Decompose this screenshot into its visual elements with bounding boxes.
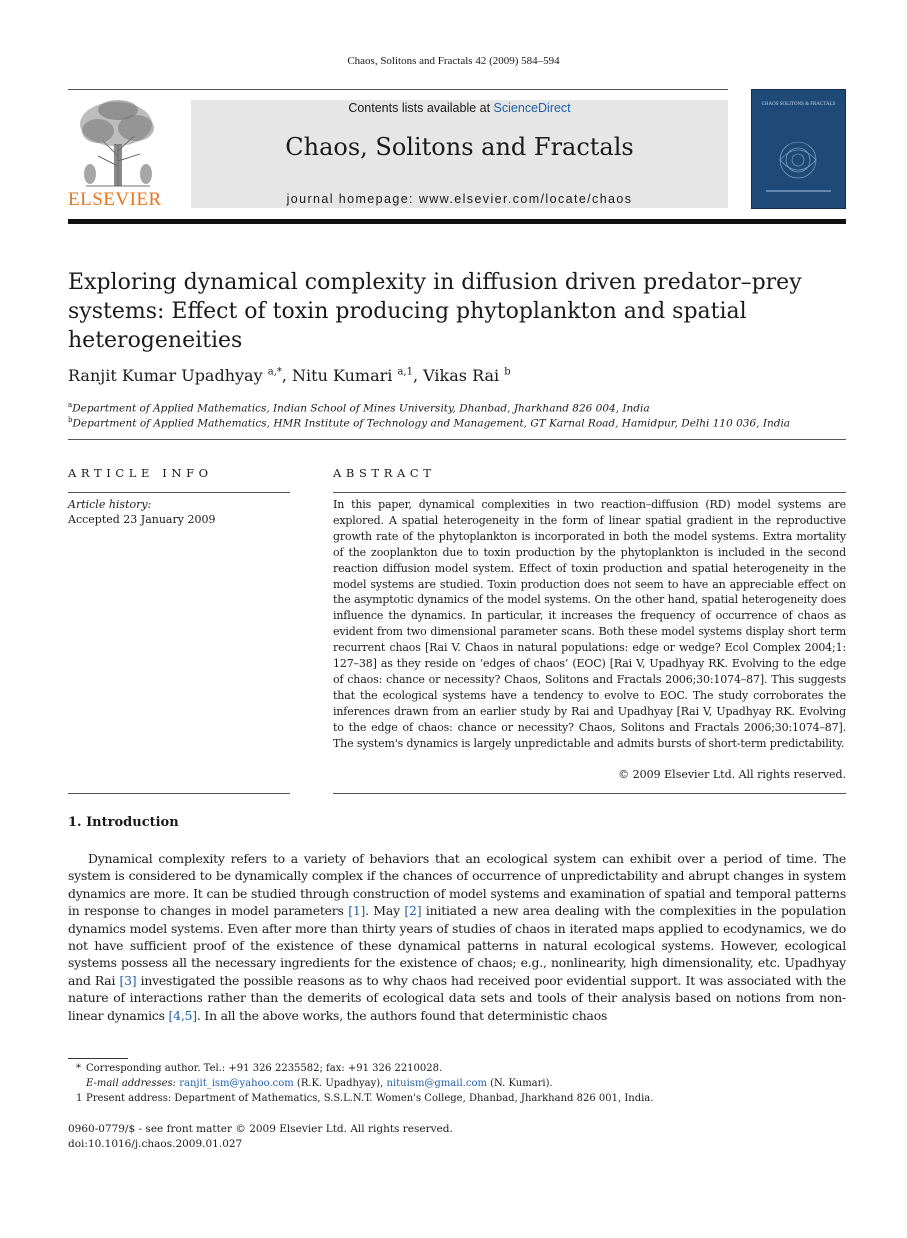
journal-masthead xyxy=(191,100,728,208)
author-name[interactable]: Ranjit Kumar Upadhyay xyxy=(68,366,263,385)
doi-line[interactable]: doi:10.1016/j.chaos.2009.01.027 xyxy=(68,1137,243,1150)
journal-title: Chaos, Solitons and Fractals xyxy=(285,133,634,161)
citation-link[interactable]: [4,5] xyxy=(168,1007,197,1023)
journal-cover[interactable] xyxy=(751,89,846,209)
abstract-text: In this paper, dynamical complexities in two reaction–diffusion (RD) model systems are explored. A spatial heterogeneity in the form of linear spatial gradient in the reproductive growth rate of the phytoplankton is incorporated in both the model systems. Extra mortality of the zooplankton due to toxin production by the phytoplankton is included in the second reaction diffusion model system. Effect of toxin production and spatial heterogeneity in the model systems are studied. Toxin production does not seem to have an appreciable effect on the asymptotic dynamics of the model systems. On the other hand, spatial heterogeneity does influence the dynamics. In particular, it increases the frequency of occurrence of chaos as evident from two dimensional parameter scans. Both these model systems display short term recurrent chaos [Rai V. Chaos in natural populations: edge or wedge? Ecol Complex 2004;1: 127–38] as they reside on ‘edges of chaos’ (EOC) [Rai V, Upadhyay RK. Evolving to the edge of chaos: chance or necessity? Chaos, Solitons and Fractals 2006;30:1074–87]. This suggests that the ecological systems have a tendency to evolve to EOC. The study corroborates the inferences drawn from an earlier study by Rai and Upadhyay [Rai V, Upadhyay RK. Evolving to the edge of chaos: chance or necessity? Chaos, Solitons and Fractals 2006;30:1074–87]. The system's dynamics is largely unpredictable and admits bursts of short-term predictability. xyxy=(333,498,846,750)
abstract-copyright: © 2009 Elsevier Ltd. All rights reserved. xyxy=(618,768,846,781)
email-link[interactable]: ranjit_ism@yahoo.com xyxy=(179,1077,294,1089)
contents-line xyxy=(191,101,728,115)
affiliation-mark: b xyxy=(68,416,73,424)
contents-prefix: Contents lists available at xyxy=(348,101,494,115)
citation-link[interactable]: [3] xyxy=(119,972,137,988)
issn-line: 0960-0779/$ - see front matter © 2009 Elsevier Ltd. All rights reserved. xyxy=(68,1123,453,1135)
running-head: Chaos, Solitons and Fractals 42 (2009) 584–594 xyxy=(347,55,560,67)
footnote-text: Present address: Department of Mathematics, S.S.L.N.T. Women's College, Dhanbad, Jharkhand 826 001, India. xyxy=(86,1092,654,1104)
abstract-rule xyxy=(333,492,846,493)
author-name[interactable]: Nitu Kumari xyxy=(292,366,393,385)
footnotes xyxy=(68,1062,846,1106)
author-list xyxy=(68,366,511,385)
publisher-name: ELSEVIER xyxy=(68,189,162,210)
footnote-present-address xyxy=(68,1092,846,1107)
abstract-bottom-rule xyxy=(333,793,846,794)
footnote-mark: 1 xyxy=(76,1092,83,1104)
intro-text-segment: investigated the possible reasons as to why chaos had received poor evidential support. It was associated with the nature of interactions rather than the demerits of ecological data sets and tools of their analysis based on notions from non-linear dynamics xyxy=(68,972,846,1023)
accepted-date: Accepted 23 January 2009 xyxy=(68,513,216,526)
email-owner: (R.K. Upadhyay), xyxy=(293,1077,387,1089)
journal-cover-icon xyxy=(752,90,845,208)
intro-text-segment: Dynamical complexity refers to a variety of behaviors that an ecological system can exhibit over a period of time. The system is considered to be dynamically complex if the chances of occurrence of unpredictability and abrupt changes in system dynamics are more. It can be studied through construction of model systems and examination of spatial and temporal patterns in response to changes in model parameters xyxy=(68,851,846,919)
author-separator: , xyxy=(281,366,293,385)
citation-link[interactable]: [1] xyxy=(348,903,366,919)
footnote-emails xyxy=(68,1077,846,1092)
section-heading: 1. Introduction xyxy=(68,815,179,830)
author-name[interactable]: Vikas Rai xyxy=(423,366,500,385)
header-rule xyxy=(68,89,728,90)
publisher-logo[interactable] xyxy=(68,96,178,211)
intro-text-segment: . May xyxy=(365,903,405,919)
intro-text-segment: . In all the above works, the authors found that deterministic chaos xyxy=(196,1007,608,1023)
elsevier-tree-icon xyxy=(68,96,168,188)
article-info-bottom-rule xyxy=(68,793,290,794)
email-link[interactable]: nituism@gmail.com xyxy=(386,1077,487,1089)
homepage-link[interactable]: www.elsevier.com/locate/chaos xyxy=(418,192,633,206)
article-title: Exploring dynamical complexity in diffusion driven predator–prey systems: Effect of toxin producing phytoplankton and spatial heterogeneities xyxy=(68,270,802,353)
affiliation-text: Department of Applied Mathematics, Indian School of Mines University, Dhanbad, Jharkhand 826 004, India xyxy=(72,402,650,415)
author-affiliation-mark[interactable]: b xyxy=(504,366,511,378)
issn-doi-block xyxy=(68,1122,453,1151)
affiliation-text: Department of Applied Mathematics, HMR Institute of Technology and Management, GT Karnal Road, Hamidpur, Delhi 110 036, India xyxy=(72,417,791,430)
cover-title: CHAOS SOLITONS & FRACTALS xyxy=(761,102,836,107)
intro-text-segment: initiated a new area dealing with the complexities in the population dynamics model systems. Even after more than thirty years of studies of chaos in iterated maps applied to ecodynamics, we do not have sufficient proof of the existence of these dynamical patterns in natural ecological systems. However, ecological systems possess all the necessary ingredients for the existence of chaos; e.g., nonlinearity, high dimensionality, etc. Upadhyay and Rai xyxy=(68,903,846,988)
abstract-heading: ABSTRACT xyxy=(333,466,436,480)
author-separator: , xyxy=(412,366,424,385)
article-history-label: Article history: xyxy=(68,498,152,511)
footnote-text: Corresponding author. Tel.: +91 326 2235582; fax: +91 326 2210028. xyxy=(86,1063,443,1074)
sciencedirect-link[interactable]: ScienceDirect xyxy=(493,101,571,115)
article-info-heading: ARTICLE INFO xyxy=(68,466,213,480)
author-affiliation-mark[interactable]: a,1 xyxy=(397,366,413,378)
article-info-rule xyxy=(68,492,290,493)
affiliation-rule xyxy=(68,439,846,440)
affiliation xyxy=(68,401,650,415)
journal-homepage xyxy=(191,192,728,206)
footnote-rule xyxy=(68,1058,128,1059)
masthead-thick-rule xyxy=(68,219,846,224)
footnote-corresponding xyxy=(68,1062,846,1077)
email-label: E-mail addresses: xyxy=(86,1077,177,1089)
email-owner: (N. Kumari). xyxy=(486,1077,553,1089)
footnote-mark: * xyxy=(76,1063,81,1074)
affiliation-mark: a xyxy=(68,401,73,409)
author-affiliation-mark[interactable]: a,* xyxy=(267,366,282,378)
homepage-label: journal homepage: xyxy=(286,192,419,206)
introduction-paragraph xyxy=(68,850,846,1024)
affiliation xyxy=(68,416,790,430)
citation-link[interactable]: [2] xyxy=(404,903,422,919)
